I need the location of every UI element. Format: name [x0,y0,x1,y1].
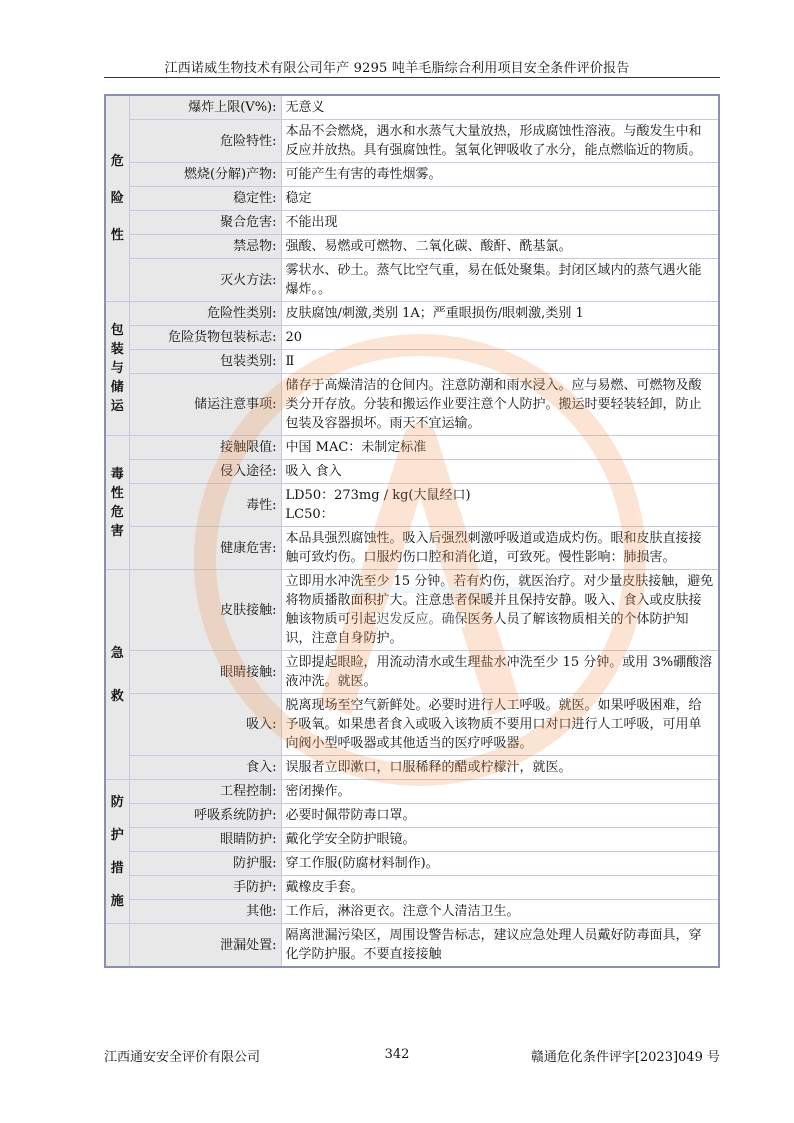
row-value: 本品不会燃烧，遇水和水蒸气大量放热，形成腐蚀性溶液。与酸发生中和反应并放热。具有强腐蚀性。氢氧化钾吸收了水分，能点燃临近的物质。 [281,120,719,163]
section-char: 性 [110,485,124,501]
row-value: 立即提起眼睑，用流动清水或生理盐水冲洗至少 15 分钟。或用 3%硼酸溶液冲洗。就医。 [281,651,719,694]
table-row [105,350,719,374]
row-label: 危险性类别: [129,302,281,326]
row-label: 禁忌物: [129,235,281,259]
section-char: 与 [110,361,124,376]
section-packaging [105,302,129,436]
section-char: 措 [110,860,124,876]
row-label: 爆炸上限(V%): [129,95,281,120]
table-row [105,570,719,651]
table-row [105,876,719,900]
row-label: 包装类别: [129,350,281,374]
section-char: 运 [110,399,124,414]
row-label: 工程控制: [129,780,281,804]
section-char: 救 [110,688,124,704]
row-label: 皮肤接触: [129,570,281,651]
section-first-aid [105,570,129,780]
table-row [105,259,719,302]
table-row [105,302,719,326]
row-label: 食入: [129,756,281,780]
row-label: 危险特性: [129,120,281,163]
row-value [281,484,719,527]
table-row [105,804,719,828]
section-char: 险 [110,191,124,206]
row-label: 手防护: [129,876,281,900]
table-row [105,460,719,484]
table-row [105,326,719,350]
section-toxicity [105,436,129,570]
footer-company: 江西通安安全评价有限公司 [104,1050,261,1065]
table-row [105,651,719,694]
row-value: 密闭操作。 [281,780,719,804]
section-char: 危 [110,154,124,169]
section-protection [105,780,129,924]
row-value: 隔离泄漏污染区，周围设警告标志，建议应急处理人员戴好防毒面具，穿化学防护服。不要直接接触 [281,924,719,968]
row-label: 吸入: [129,694,281,756]
table-row [105,484,719,527]
row-value: 必要时佩带防毒口罩。 [281,804,719,828]
section-char: 防 [110,794,124,810]
toxicity-ld50: LD50：273mg / kg(大鼠经口) [285,488,471,503]
row-label: 呼吸系统防护: [129,804,281,828]
row-value: 不能出现 [281,211,719,235]
row-value: 储存于高燥清洁的仓间内。注意防潮和雨水浸入。应与易燃、可燃物及酸类分开存放。分装和搬运作业要注意个人防护。搬运时要轻装轻卸，防止包装及容器损坏。雨天不宜运输。 [281,374,719,436]
row-value: 工作后，淋浴更衣。注意个人清洁卫生。 [281,900,719,924]
table-row [105,95,719,120]
table-row [105,828,719,852]
table-row [105,900,719,924]
msds-table [104,94,720,968]
table-row [105,780,719,804]
row-value: 戴橡皮手套。 [281,876,719,900]
section-leak [105,924,129,968]
footer-cert-number: 赣通危化条件评字[2023]049 号 [530,1050,720,1065]
row-label: 接触限值: [129,436,281,460]
row-label: 燃烧(分解)产物: [129,163,281,187]
section-char: 危 [110,504,124,520]
row-value: 穿工作服(防腐材料制作)。 [281,852,719,876]
table-row [105,924,719,968]
table-row [105,694,719,756]
row-label: 其他: [129,900,281,924]
table-row [105,852,719,876]
footer-page-number: 342 [384,1047,410,1062]
section-char: 害 [110,523,124,539]
row-label: 眼睛防护: [129,828,281,852]
table-row [105,120,719,163]
row-value: Ⅱ [281,350,719,374]
section-char: 毒 [110,466,124,482]
table-row [105,163,719,187]
row-value: 误服者立即漱口，口服稀释的醋或柠檬汁，就医。 [281,756,719,780]
section-char: 急 [110,645,124,661]
row-value: 20 [281,326,719,350]
section-hazard [105,95,129,302]
row-value: 立即用水冲洗至少 15 分钟。若有灼伤，就医治疗。对少量皮肤接触，避免将物质播散面积扩大。注意患者保暖并且保持安静。吸入、食入或皮肤接触该物质可引起迟发反应。确保医务人员了解该物质相关的个体防护知识，注意自身防护。 [281,570,719,651]
row-value: 可能产生有害的毒性烟雾。 [281,163,719,187]
section-char: 装 [110,342,124,357]
row-value: 强酸、易燃或可燃物、二氧化碳、酸酐、酰基氯。 [281,235,719,259]
row-label: 侵入途径: [129,460,281,484]
row-value: 脱离现场至空气新鲜处。必要时进行人工呼吸。就医。如果呼吸困难，给予吸氧。如果患者食入或吸入该物质不要用口对口进行人工呼吸，可用单向阀小型呼吸器或其他适当的医疗呼吸器。 [281,694,719,756]
row-label: 防护服: [129,852,281,876]
section-char: 包 [110,323,124,338]
row-value: 中国 MAC：未制定标准 [281,436,719,460]
page-header-title: 江西诺威生物技术有限公司年产 9295 吨羊毛脂综合利用项目安全条件评价报告 [164,61,630,76]
section-char: 性 [110,228,124,243]
header-rule [104,77,720,78]
table-row [105,187,719,211]
row-value: 本品具强烈腐蚀性。吸入后强烈刺激呼吸道或造成灼伤。眼和皮肤直接接触可致灼伤。口服灼伤口腔和消化道，可致死。慢性影响：肺损害。 [281,527,719,570]
row-value: 戴化学安全防护眼镜。 [281,828,719,852]
row-value: 吸入 食入 [281,460,719,484]
row-label: 毒性: [129,484,281,527]
row-label: 眼睛接触: [129,651,281,694]
row-value: 雾状水、砂土。蒸气比空气重，易在低处聚集。封闭区域内的蒸气遇火能爆炸。。 [281,259,719,302]
table-row [105,235,719,259]
section-char: 储 [110,380,124,395]
row-label: 聚合危害: [129,211,281,235]
section-char: 施 [110,893,124,909]
row-label: 健康危害: [129,527,281,570]
table-row [105,756,719,780]
row-label: 灭火方法: [129,259,281,302]
row-value: 稳定 [281,187,719,211]
table-row [105,211,719,235]
toxicity-lc50: LC50： [285,507,334,522]
table-row [105,436,719,460]
row-label: 危险货物包装标志: [129,326,281,350]
row-label: 储运注意事项: [129,374,281,436]
table-row [105,527,719,570]
row-value: 无意义 [281,95,719,120]
section-char: 护 [110,827,124,843]
row-value: 皮肤腐蚀/刺激,类别 1A；严重眼损伤/眼刺激,类别 1 [281,302,719,326]
table-row [105,374,719,436]
row-label: 泄漏处置: [129,924,281,968]
row-label: 稳定性: [129,187,281,211]
